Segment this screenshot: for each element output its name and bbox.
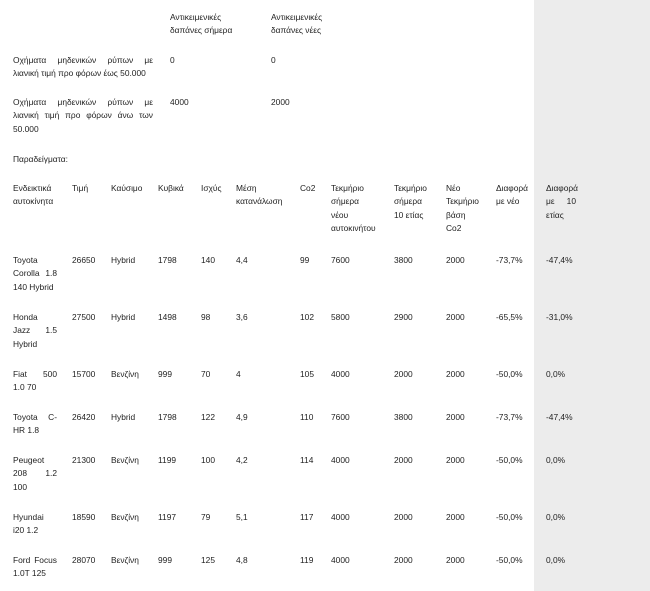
header-line: δαπάνες νέες (271, 25, 321, 36)
cell-tax-new-co2: 2000 (446, 512, 465, 522)
examples-label: Παραδείγματα: (13, 154, 68, 164)
cell-price: 18590 (72, 512, 96, 522)
cell-hp: 79 (201, 512, 211, 522)
cell-line: Τιμή (72, 183, 89, 193)
cell-consumption: 4,8 (236, 555, 248, 565)
cell-line: Διαφορά (546, 183, 578, 193)
cell-consumption: 5,1 (236, 512, 248, 522)
car-name-cell (13, 368, 57, 395)
cell-line: Jazz 1.5 (13, 325, 57, 336)
cell-tax-new-co2: 2000 (446, 555, 465, 565)
cell-diff-new: -50,0% (496, 512, 523, 522)
cell-co2: 119 (300, 555, 314, 565)
header-car (13, 182, 57, 209)
cell-diff-10y: -47,4% (546, 255, 573, 265)
cell-diff-10y: -47,4% (546, 412, 573, 422)
cell-diff-10y: 0,0% (546, 369, 566, 379)
cell-line: Ford Focus (13, 555, 57, 565)
cell-consumption: 3,6 (236, 312, 248, 322)
cell-tax-today-10y: 3800 (394, 412, 413, 422)
cell-co2: 105 (300, 369, 314, 379)
cell-tax-today-10y: 2900 (394, 312, 413, 322)
label-line: λιανική τιμή προ φόρων άνω των (13, 110, 153, 121)
cell-tax-new-co2: 2000 (446, 455, 465, 465)
cell-cc: 999 (158, 555, 172, 565)
cell-line: Νέο (446, 183, 461, 193)
cell-diff-10y: 0,0% (546, 555, 566, 565)
label-line: Οχήματα μηδενικών ρύπων με (13, 55, 153, 65)
cell-line: βάση (446, 209, 466, 220)
cell-line: 140 Hybrid (13, 281, 54, 292)
cell-hp: 140 (201, 255, 215, 265)
cell-diff-new: -73,7% (496, 412, 523, 422)
top-row-2-label (13, 96, 153, 136)
top-header-today (170, 11, 232, 38)
cell-line: 1.0T 125 (13, 568, 46, 579)
cell-tax-today-new: 4000 (331, 369, 350, 379)
cell-consumption: 4,4 (236, 255, 248, 265)
cell-line: Κυβικά (158, 183, 184, 193)
cell-diff-10y: 0,0% (546, 455, 566, 465)
cell-tax-today-10y: 2000 (394, 369, 413, 379)
cell-hp: 122 (201, 412, 215, 422)
header-diff-new (496, 182, 536, 209)
cell-tax-today-new: 7600 (331, 412, 350, 422)
cell-line: Fiat 500 (13, 369, 57, 379)
cell-fuel: Βενζίνη (111, 455, 139, 465)
top-row-1-label (13, 54, 153, 81)
cell-cc: 1197 (158, 512, 177, 522)
cell-tax-today-10y: 2000 (394, 555, 413, 565)
cell-co2: 117 (300, 512, 314, 522)
top-row-1-today: 0 (170, 55, 175, 65)
cell-price: 27500 (72, 312, 96, 322)
cell-diff-10y: 0,0% (546, 512, 566, 522)
cell-line: Τεκμήριο (394, 183, 427, 193)
cell-line: 10 ετίας (394, 209, 424, 220)
cell-fuel: Βενζίνη (111, 555, 139, 565)
cell-tax-today-new: 4000 (331, 555, 350, 565)
top-row-2-today: 4000 (170, 97, 189, 107)
cell-line: 100 (13, 481, 27, 492)
cell-fuel: Βενζίνη (111, 369, 139, 379)
cell-tax-new-co2: 2000 (446, 312, 465, 322)
cell-line: νέου (331, 209, 349, 220)
cell-tax-today-10y: 2000 (394, 512, 413, 522)
car-name-cell (13, 454, 57, 494)
cell-line: Co2 (446, 223, 462, 234)
cell-line: Καύσιμο (111, 183, 143, 193)
cell-fuel: Βενζίνη (111, 512, 139, 522)
cell-line: αυτοκίνητα (13, 196, 54, 207)
cell-tax-new-co2: 2000 (446, 255, 465, 265)
cell-consumption: 4,2 (236, 455, 248, 465)
cell-tax-today-10y: 2000 (394, 455, 413, 465)
header-line: Αντικειμενικές (170, 12, 222, 22)
cell-tax-today-new: 5800 (331, 312, 350, 322)
cell-co2: 110 (300, 412, 314, 422)
cell-cc: 999 (158, 369, 172, 379)
cell-diff-new: -50,0% (496, 455, 523, 465)
cell-line: αυτοκινήτου (331, 223, 376, 234)
cell-diff-new: -50,0% (496, 369, 523, 379)
cell-hp: 98 (201, 312, 211, 322)
cell-tax-today-new: 7600 (331, 255, 350, 265)
cell-tax-today-new: 4000 (331, 512, 350, 522)
header-tax-today-10y (394, 182, 440, 222)
cell-consumption: 4,9 (236, 412, 248, 422)
cell-line: Μέση (236, 183, 257, 193)
cell-tax-new-co2: 2000 (446, 412, 465, 422)
label-line: λιανική τιμή προ φόρων έως 50.000 (13, 68, 146, 79)
cell-line: ετίας (546, 209, 564, 220)
cell-price: 21300 (72, 455, 96, 465)
label-line: Οχήματα μηδενικών ρύπων με (13, 97, 153, 107)
cell-cc: 1798 (158, 412, 177, 422)
cell-line: 208 1.2 (13, 468, 57, 479)
cell-fuel: Hybrid (111, 255, 136, 265)
cell-diff-new: -65,5% (496, 312, 523, 322)
cell-co2: 99 (300, 255, 310, 265)
cell-line: Τεκμήριο (331, 183, 364, 193)
cell-line: Hybrid (13, 338, 38, 349)
cell-cc: 1798 (158, 255, 177, 265)
header-tax-new-co2 (446, 182, 486, 236)
header-fuel (111, 182, 151, 195)
cell-tax-new-co2: 2000 (446, 369, 465, 379)
top-row-2-new: 2000 (271, 97, 290, 107)
cell-fuel: Hybrid (111, 412, 136, 422)
cell-line: Hyundai (13, 512, 44, 522)
cell-tax-today-new: 4000 (331, 455, 350, 465)
car-name-cell (13, 254, 57, 294)
top-header-new (271, 11, 322, 38)
cell-diff-new: -50,0% (496, 555, 523, 565)
cell-tax-today-10y: 3800 (394, 255, 413, 265)
cell-hp: 125 (201, 555, 215, 565)
label-line: 50.000 (13, 123, 39, 134)
header-line: δαπάνες σήμερα (170, 25, 233, 36)
cell-consumption: 4 (236, 369, 241, 379)
cell-line: Honda (13, 312, 38, 322)
car-name-cell (13, 511, 57, 538)
cell-line: i20 1.2 (13, 525, 39, 536)
cell-cc: 1199 (158, 455, 177, 465)
top-row-1-new: 0 (271, 55, 276, 65)
header-co2 (300, 182, 326, 195)
cell-line: Ισχύς (201, 183, 222, 193)
header-line: Αντικειμενικές (271, 12, 323, 22)
header-consumption (236, 182, 296, 209)
cell-line: Corolla 1.8 (13, 268, 57, 279)
cell-price: 26420 (72, 412, 96, 422)
cell-line: Toyota C- (13, 412, 57, 422)
cell-diff-new: -73,7% (496, 255, 523, 265)
header-diff-10y (546, 182, 576, 222)
header-price (72, 182, 102, 195)
cell-co2: 102 (300, 312, 314, 322)
cell-line: Τεκμήριο (446, 196, 479, 207)
car-name-cell (13, 411, 57, 438)
cell-co2: 114 (300, 455, 314, 465)
cell-price: 26650 (72, 255, 96, 265)
cell-line: με 10 (546, 196, 576, 207)
cell-line: 1.0 70 (13, 382, 37, 393)
shaded-column-background (534, 0, 650, 591)
header-cc (158, 182, 194, 195)
cell-price: 28070 (72, 555, 96, 565)
cell-line: σήμερα (331, 196, 359, 207)
cell-hp: 100 (201, 455, 215, 465)
header-hp (201, 182, 231, 195)
cell-line: Διαφορά (496, 183, 528, 193)
cell-line: κατανάλωση (236, 196, 283, 207)
cell-price: 15700 (72, 369, 96, 379)
cell-line: Toyota (13, 255, 38, 265)
cell-line: με νέο (496, 196, 520, 207)
header-tax-today-new (331, 182, 391, 236)
cell-line: σήμερα (394, 196, 422, 207)
cell-cc: 1498 (158, 312, 177, 322)
cell-line: HR 1.8 (13, 425, 40, 436)
cell-fuel: Hybrid (111, 312, 136, 322)
cell-line: Ενδεικτικά (13, 183, 52, 193)
cell-line: Peugeot (13, 455, 45, 465)
car-name-cell (13, 554, 57, 581)
cell-hp: 70 (201, 369, 211, 379)
cell-line: Co2 (300, 183, 316, 193)
car-name-cell (13, 311, 57, 351)
cell-diff-10y: -31,0% (546, 312, 573, 322)
